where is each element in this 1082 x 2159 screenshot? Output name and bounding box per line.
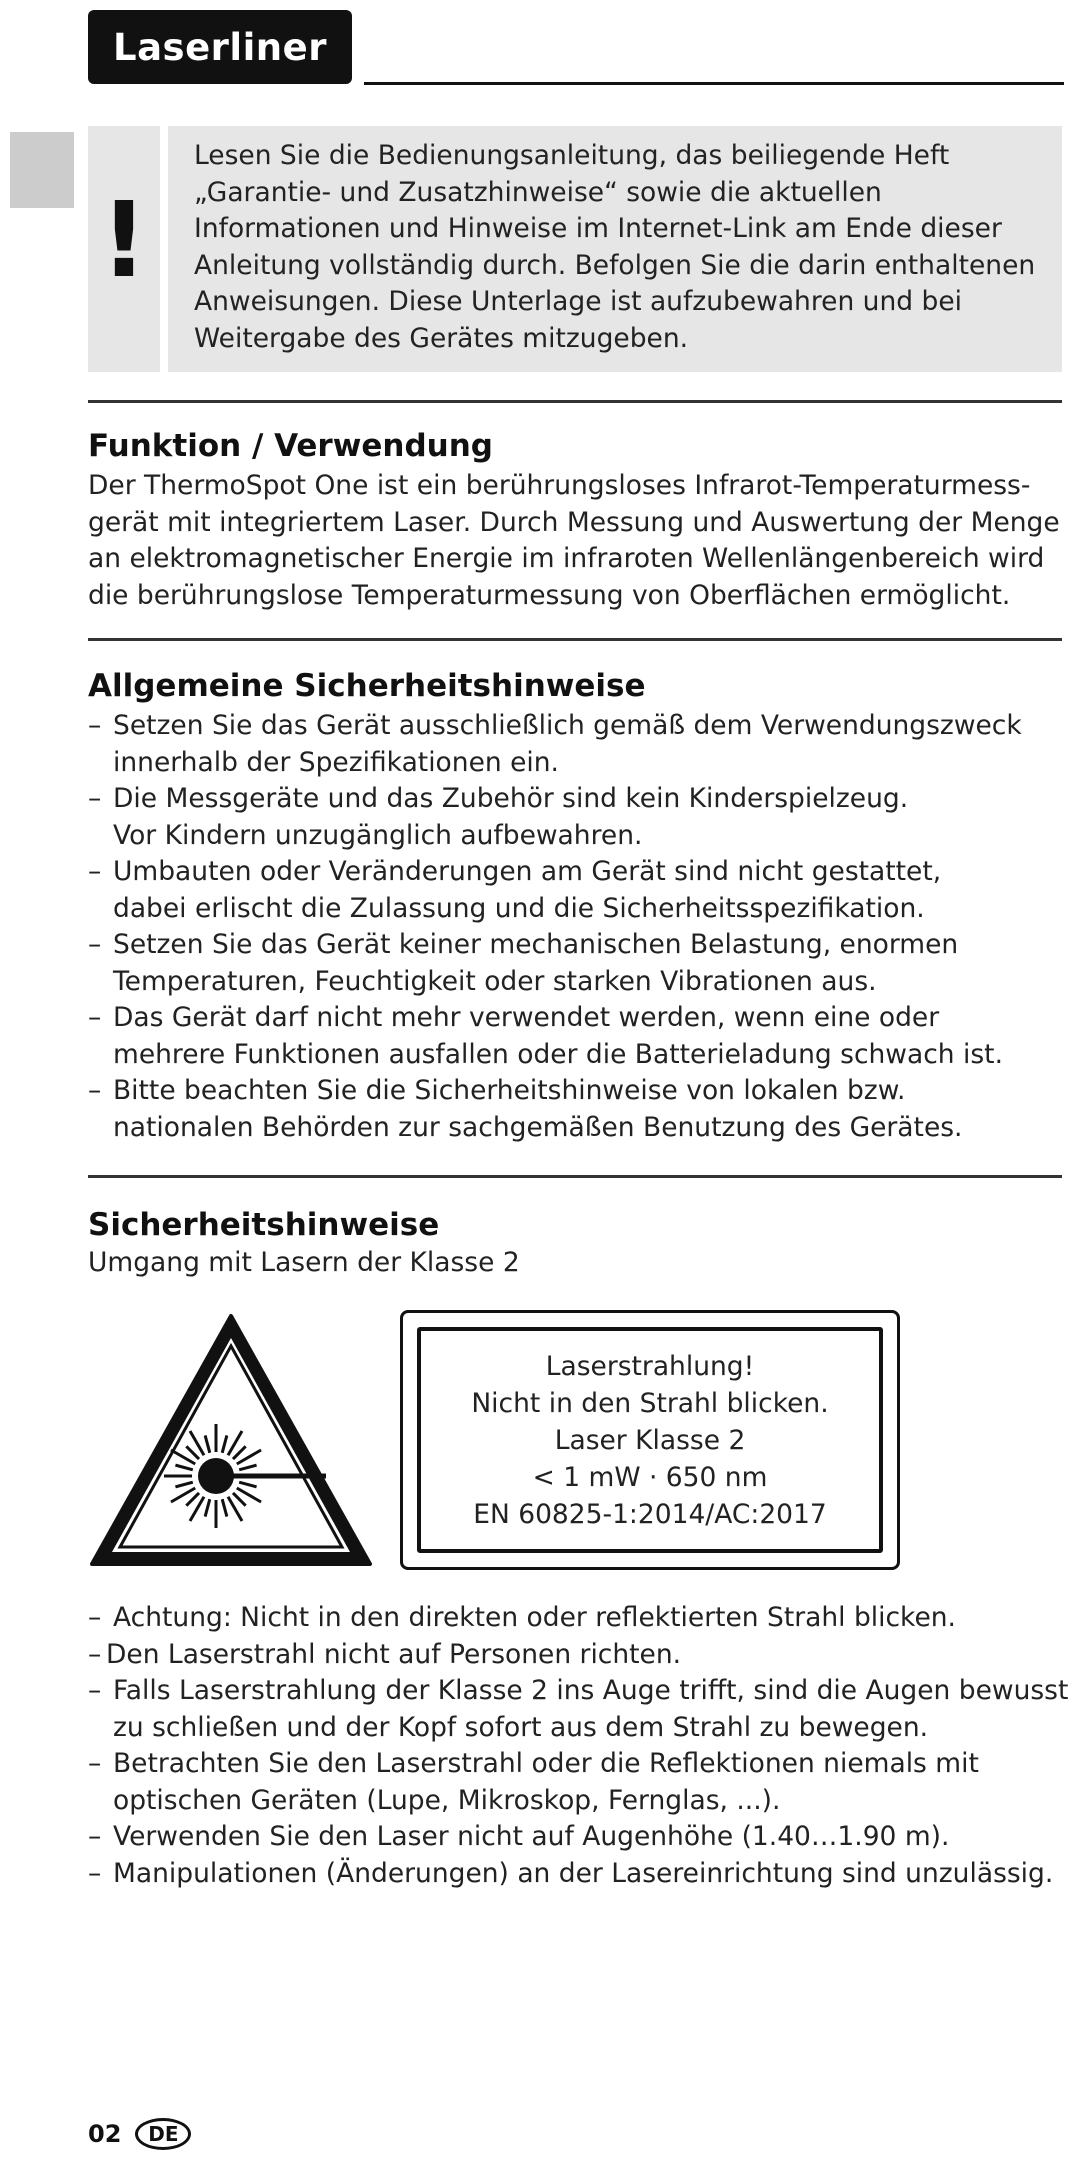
paragraph-line: an elektromagnetischer Energie im infraroten Wellenlängenbereich wird <box>88 543 1045 574</box>
notice-line: Anleitung vollständig durch. Befolgen Sie die darin enthaltenen <box>194 249 1036 281</box>
list-item <box>88 854 1068 927</box>
section-divider <box>88 638 1062 641</box>
list-item-line: – Bitte beachten Sie die Sicherheitshinweise von lokalen bzw. <box>113 1075 906 1106</box>
laser-class-label-inner <box>417 1327 883 1553</box>
general-safety-list <box>88 708 1068 1146</box>
section-divider <box>88 1175 1062 1178</box>
list-item-line: – Das Gerät darf nicht mehr verwendet werden, wenn eine oder <box>113 1002 940 1033</box>
list-item <box>88 708 1068 781</box>
list-item <box>88 1000 1068 1073</box>
language-badge: DE <box>135 2118 191 2150</box>
list-item-line: – Setzen Sie das Gerät keiner mechanischen Belastung, enormen <box>113 929 959 960</box>
header-rule <box>364 82 1064 85</box>
laser-safety-subtitle: Umgang mit Lasern der Klasse 2 <box>88 1247 520 1278</box>
laser-class-label <box>400 1310 900 1570</box>
list-item-line: – Den Laserstrahl nicht auf Personen richten. <box>106 1638 682 1670</box>
side-tab-marker <box>10 132 74 208</box>
list-item-line: – Setzen Sie das Gerät ausschließlich gemäß dem Verwendungszweck <box>113 710 1022 741</box>
list-item-line: mehrere Funktionen ausfallen oder die Batterieladung schwach ist. <box>113 1038 1003 1070</box>
laser-safety-list <box>88 1600 1068 1892</box>
exclamation-icon: ! <box>100 179 148 301</box>
notice-text <box>168 126 1062 372</box>
list-item <box>88 1600 1068 1637</box>
paragraph-line: gerät mit integriertem Laser. Durch Messung und Auswertung der Menge <box>88 506 1060 538</box>
list-item-line: – Verwenden Sie den Laser nicht auf Augenhöhe (1.40…1.90 m). <box>113 1821 950 1852</box>
list-item-line: – Betrachten Sie den Laserstrahl oder die Reflektionen niemals mit <box>113 1748 979 1779</box>
list-item-line: – Umbauten oder Veränderungen am Gerät sind nicht gestattet, <box>113 856 942 887</box>
notice-mark-box <box>88 126 160 372</box>
list-item <box>88 1673 1068 1746</box>
section-divider <box>88 400 1062 403</box>
notice-box <box>88 126 1062 372</box>
notice-line: Anweisungen. Diese Unterlage ist aufzubewahren und bei <box>194 286 963 317</box>
laser-label-line: Nicht in den Strahl blicken. <box>471 1387 829 1419</box>
list-item-line: optischen Geräten (Lupe, Mikroskop, Fernglas, ...). <box>113 1784 781 1816</box>
list-item <box>88 927 1068 1000</box>
list-item <box>88 1856 1068 1893</box>
laser-warning-icon <box>86 1310 376 1572</box>
laser-safety-heading: Sicherheitshinweise <box>88 1207 440 1243</box>
list-item <box>88 1746 1068 1819</box>
list-item-line: Temperaturen, Feuchtigkeit oder starken Vibrationen aus. <box>113 965 877 997</box>
list-item-line: zu schließen und der Kopf sofort aus dem Strahl zu bewegen. <box>113 1711 929 1743</box>
list-item-line: – Achtung: Nicht in den direkten oder reflektierten Strahl blicken. <box>113 1602 956 1633</box>
list-item <box>88 781 1068 854</box>
list-item-line: nationalen Behörden zur sachgemäßen Benutzung des Gerätes. <box>113 1111 963 1143</box>
brand-name: Laserliner <box>113 25 327 69</box>
list-item-line: innerhalb der Spezifikationen ein. <box>113 746 559 778</box>
list-item <box>88 1819 1068 1856</box>
function-paragraph <box>88 468 1060 614</box>
notice-line: „Garantie- und Zusatzhinweise“ sowie die aktuellen <box>194 176 882 208</box>
list-item-line: dabei erlischt die Zulassung und die Sicherheitsspezifikation. <box>113 892 925 924</box>
brand-logo <box>88 10 352 84</box>
list-item-line: – Die Messgeräte und das Zubehör sind kein Kinderspielzeug. <box>113 783 909 814</box>
paragraph-line: Der ThermoSpot One ist ein berührungsloses Infrarot-Temperaturmess- <box>88 470 1031 501</box>
list-item <box>88 1637 1068 1674</box>
laser-label-line: EN 60825-1:2014/AC:2017 <box>473 1498 827 1530</box>
notice-line: Weitergabe des Gerätes mitzugeben. <box>194 322 689 354</box>
laser-label-line: < 1 mW · 650 nm <box>532 1461 768 1493</box>
laser-label-line: Laserstrahlung! <box>545 1350 755 1382</box>
list-item-line: Vor Kindern unzugänglich aufbewahren. <box>113 819 643 851</box>
page-footer <box>88 2118 191 2150</box>
list-item-line: – Manipulationen (Änderungen) an der Lasereinrichtung sind unzulässig. <box>113 1857 1054 1889</box>
list-item-line: – Falls Laserstrahlung der Klasse 2 ins Auge trifft, sind die Augen bewusst <box>113 1675 1069 1706</box>
function-heading: Funktion / Verwendung <box>88 428 493 464</box>
laser-label-line: Laser Klasse 2 <box>554 1424 746 1456</box>
list-item <box>88 1073 1068 1146</box>
notice-line: Lesen Sie die Bedienungsanleitung, das beiliegende Heft <box>194 140 950 171</box>
page-number: 02 <box>88 2120 122 2148</box>
notice-line: Informationen und Hinweise im Internet-Link am Ende dieser <box>194 213 1002 244</box>
general-safety-heading: Allgemeine Sicherheitshinweise <box>88 668 646 704</box>
paragraph-line: die berührungslose Temperaturmessung von Oberflächen ermöglicht. <box>88 579 1011 611</box>
